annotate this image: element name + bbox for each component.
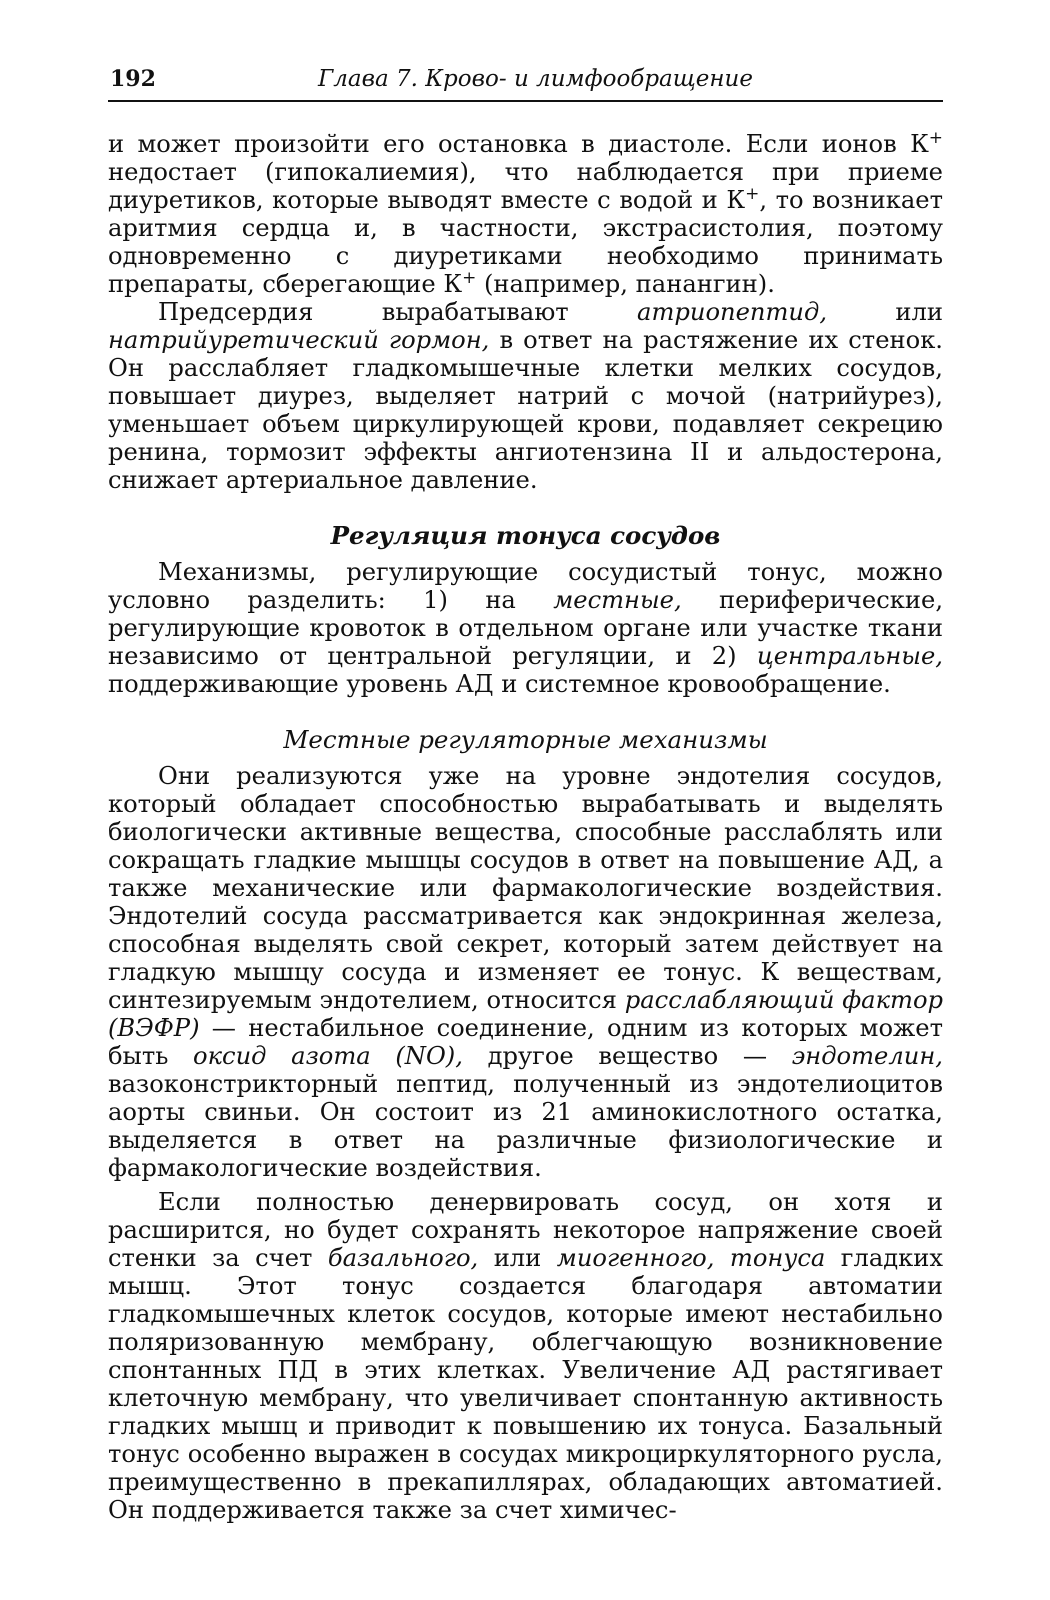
paragraph-3: Механизмы, регулирующие сосудистый тонус, можно условно разделить: 1) на местные, периферические, регулирующие кровоток в отдельном органе или участке ткани независимо от центральной регуляции, и 2) центральные, поддерживающие уровень АД и системное кровообращение. [108, 558, 944, 698]
chapter-title: Глава 7. Крово- и лимфообращение [318, 66, 753, 92]
paragraph-2: Предсердия вырабатывают атриопептид, или натрийуретический гормон, в ответ на растяжение их стенок. Он расслабляет гладкомышечные клетки мелких сосудов, повышает диурез, выделяет натрий с мочой (натрийурез), уменьшает объем циркулирующей крови, подавляет секрецию ренина, тормозит эффекты ангиотензина II и альдостерона, снижает артериальное давление. [108, 298, 944, 494]
page-number: 192 [110, 66, 156, 92]
running-header [108, 62, 943, 102]
paragraph-4: Они реализуются уже на уровне эндотелия сосудов, который обладает способностью вырабатывать и выделять биологически активные вещества, способные расслаблять или сокращать гладкие мышцы сосудов в ответ на повышение АД, а также механические или фармакологические воздействия. Эндотелий сосуда рассматривается как эндокринная железа, способная выделять свой секрет, который затем действует на гладкую мышцу сосуда и изменяет ее тонус. К веществам, синтезируемым эндотелием, относится расслабляющий фактор (ВЭФР) — нестабильное соединение, одним из которых может быть оксид азота (NO), другое вещество — эндотелин, вазоконстрикторный пептид, полученный из эндотелиоцитов аорты свиньи. Он состоит из 21 аминокислотного остатка, выделяется в ответ на различные физиологические и фармакологические воздействия. [108, 762, 943, 1182]
page-body [108, 126, 944, 1524]
section-heading-vascular-tone: Регуляция тонуса сосудов [330, 521, 721, 550]
paragraph-5: Если полностью денервировать сосуд, он хотя и расширится, но будет сохранять некоторое напряжение своей стенки за счет базального, или миогенного, тонуса гладких мышц. Этот тонус создается благодаря автоматии гладкомышечных клеток сосудов, которые имеют нестабильно поляризованную мембрану, облегчающую возникновение спонтанных ПД в этих клетках. Увеличение АД растягивает клеточную мембрану, что увеличивает спонтанную активность гладких мышц и приводит к повышению их тонуса. Базальный тонус особенно выражен в сосудах микроциркуляторного русла, преимущественно в прекапиллярах, обладающих автоматией. Он поддерживается также за счет химичес- [108, 1188, 944, 1524]
paragraph-1: и может произойти его остановка в диастоле. Если ионов К+ недостает (гипокалиемия), что наблюдается при приеме диуретиков, которые выводят вместе с водой и К+, то возникает аритмия сердца и, в частности, экстрасистолия, поэтому одновременно с диуретиками необходимо принимать препараты, сберегающие К+ (например, панангин). [108, 126, 943, 298]
section-heading-local-mechanisms: Местные регуляторные механизмы [283, 725, 768, 754]
